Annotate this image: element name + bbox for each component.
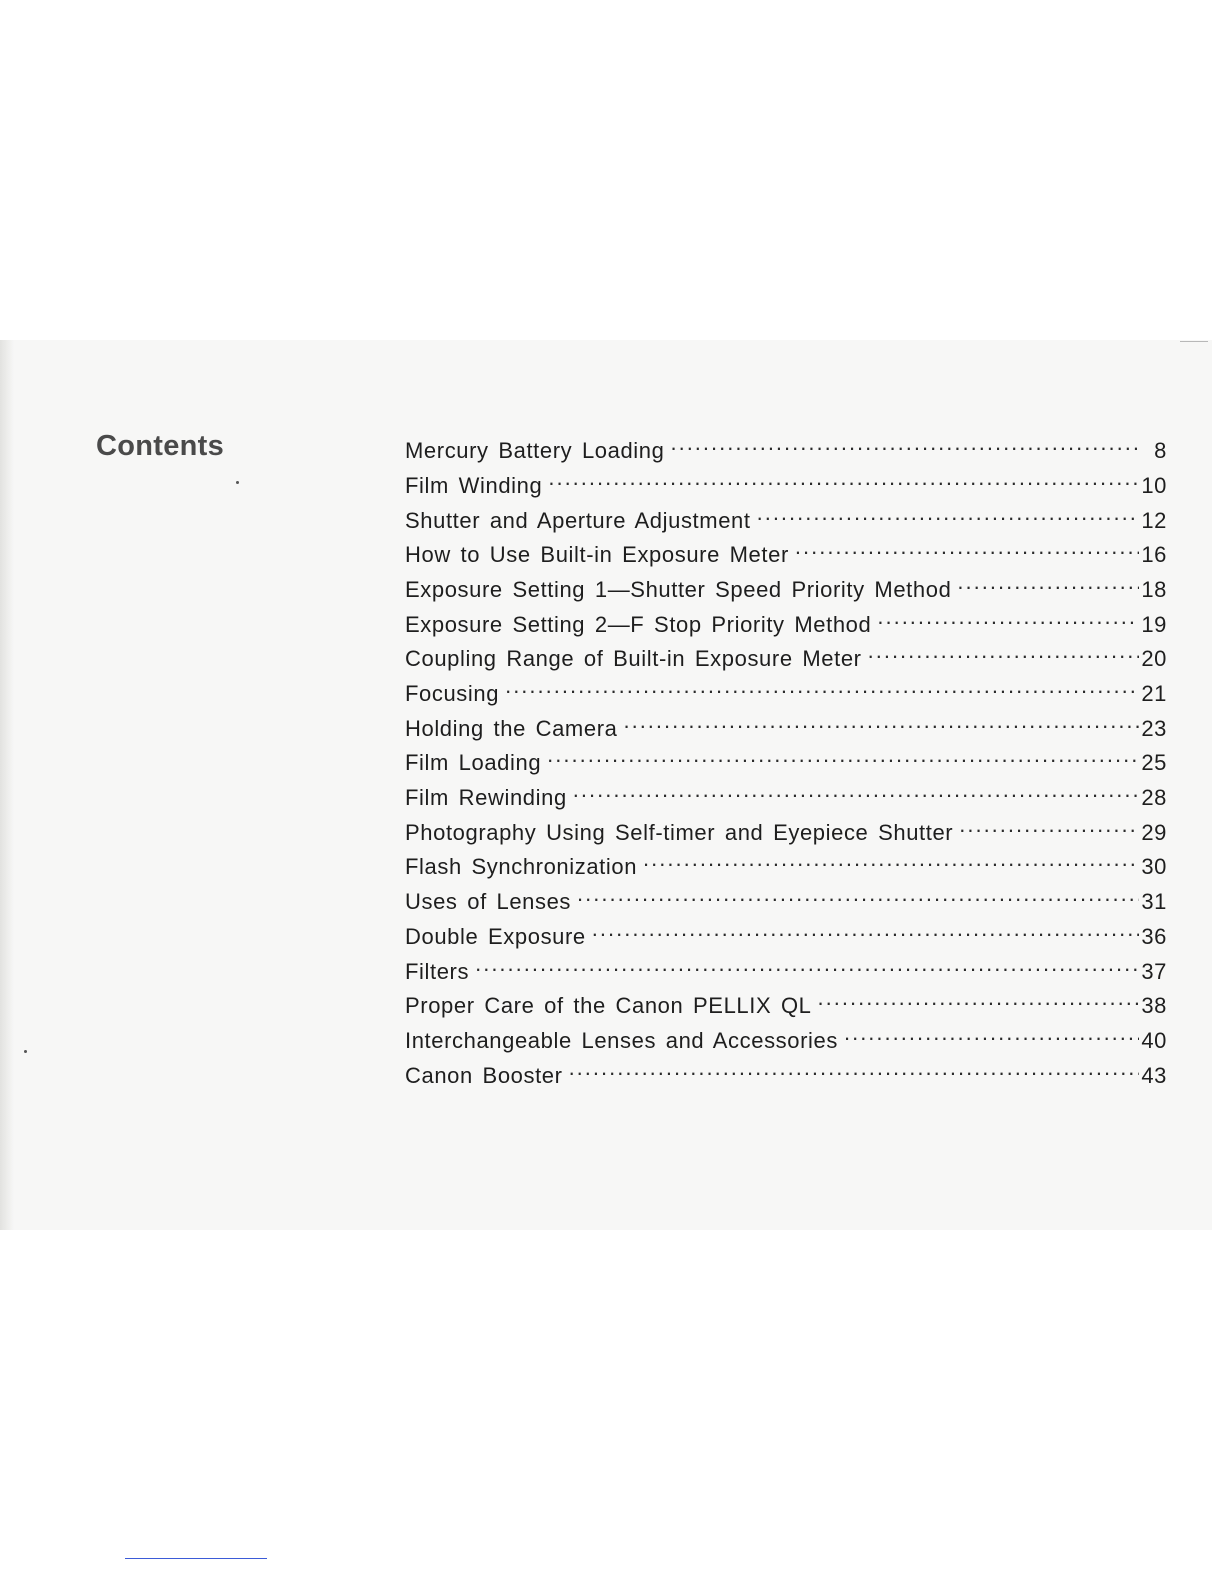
toc-entry-page: 10 <box>1141 472 1167 498</box>
toc-entry[interactable] <box>405 850 1167 885</box>
toc-entry-page: 25 <box>1141 750 1167 776</box>
dot-leader <box>573 781 1139 805</box>
toc-entry-page: 18 <box>1141 576 1167 602</box>
toc-entry-page: 36 <box>1141 923 1167 949</box>
toc-entry-title: Exposure Setting 2—F Stop Priority Method <box>405 611 872 637</box>
toc-entry-page: 12 <box>1141 507 1167 533</box>
dot-leader <box>844 1024 1139 1048</box>
table-of-contents <box>405 434 1167 1093</box>
toc-entry-title: Proper Care of the Canon PELLIX QL <box>405 993 812 1019</box>
toc-entry-title: Double Exposure <box>405 923 586 949</box>
scan-speck <box>236 481 239 484</box>
toc-entry-page: 20 <box>1141 646 1167 672</box>
toc-entry[interactable] <box>405 746 1167 781</box>
toc-entry-page: 8 <box>1154 438 1167 464</box>
scan-shadow-edge <box>0 340 14 1230</box>
dot-leader <box>757 503 1139 527</box>
toc-entry[interactable] <box>405 712 1167 747</box>
toc-entry-title: Film Winding <box>405 472 543 498</box>
dot-leader <box>818 989 1139 1013</box>
dot-leader <box>475 954 1139 978</box>
toc-entry-page: 23 <box>1141 715 1167 741</box>
toc-entry[interactable] <box>405 677 1167 712</box>
toc-entry[interactable] <box>405 885 1167 920</box>
toc-entry-title: Filters <box>405 958 470 984</box>
corner-rule <box>1180 341 1208 342</box>
toc-entry-page: 19 <box>1141 611 1167 637</box>
toc-entry-title: Focusing <box>405 681 500 706</box>
footer-underline <box>125 1558 267 1559</box>
dot-leader <box>577 885 1139 909</box>
toc-entry-page: 21 <box>1141 681 1167 706</box>
dot-leader <box>877 607 1139 631</box>
page-title: Contents <box>96 430 225 462</box>
toc-entry-page: 16 <box>1141 542 1167 568</box>
toc-entry[interactable] <box>405 469 1167 504</box>
dot-leader <box>569 1058 1139 1082</box>
toc-entry[interactable] <box>405 781 1167 816</box>
toc-entry-title: Film Rewinding <box>405 785 567 811</box>
dot-leader <box>670 434 1139 458</box>
toc-entry-page: 43 <box>1141 1062 1167 1088</box>
toc-entry[interactable] <box>405 642 1167 677</box>
dot-leader <box>868 642 1139 666</box>
toc-entry-title: Canon Booster <box>405 1062 563 1088</box>
toc-entry-title: Shutter and Aperture Adjustment <box>405 507 751 533</box>
dot-leader <box>623 712 1139 736</box>
toc-entry-title: Photography Using Self-timer and Eyepiece Shutter <box>405 819 954 845</box>
toc-entry-page: 28 <box>1141 785 1167 811</box>
dot-leader <box>643 850 1139 874</box>
toc-entry-title: Coupling Range of Built-in Exposure Meter <box>405 646 862 672</box>
toc-entry-title: Holding the Camera <box>405 715 618 741</box>
toc-entry[interactable] <box>405 920 1167 955</box>
dot-leader <box>795 538 1139 562</box>
dot-leader <box>592 920 1139 944</box>
toc-entry-title: Mercury Battery Loading <box>405 438 665 464</box>
toc-entry-title: Interchangeable Lenses and Accessories <box>405 1027 838 1053</box>
toc-entry[interactable] <box>405 573 1167 608</box>
toc-entry-page: 30 <box>1141 854 1167 880</box>
dot-leader <box>548 469 1139 493</box>
dot-leader <box>505 677 1139 701</box>
toc-entry-page: 40 <box>1141 1027 1167 1053</box>
toc-entry[interactable] <box>405 503 1167 538</box>
toc-entry-page: 38 <box>1141 993 1167 1019</box>
toc-entry-title: Exposure Setting 1—Shutter Speed Priority Method <box>405 576 952 602</box>
dot-leader <box>547 746 1139 770</box>
toc-entry[interactable] <box>405 816 1167 851</box>
toc-entry[interactable] <box>405 434 1167 469</box>
toc-entry-page: 37 <box>1141 958 1167 984</box>
scan-speck <box>24 1050 27 1053</box>
dot-leader <box>959 816 1139 840</box>
toc-entry-page: 29 <box>1141 819 1167 845</box>
toc-entry[interactable] <box>405 538 1167 573</box>
toc-entry[interactable] <box>405 989 1167 1024</box>
toc-entry-title: Film Loading <box>405 750 542 776</box>
toc-entry[interactable] <box>405 1058 1167 1093</box>
toc-entry-title: Flash Synchronization <box>405 854 638 880</box>
toc-entry-title: Uses of Lenses <box>405 889 572 915</box>
toc-entry-page: 31 <box>1141 889 1167 915</box>
toc-entry[interactable] <box>405 607 1167 642</box>
toc-entry[interactable] <box>405 954 1167 989</box>
toc-entry-title: How to Use Built-in Exposure Meter <box>405 542 789 568</box>
toc-entry[interactable] <box>405 1024 1167 1059</box>
dot-leader <box>957 573 1139 597</box>
